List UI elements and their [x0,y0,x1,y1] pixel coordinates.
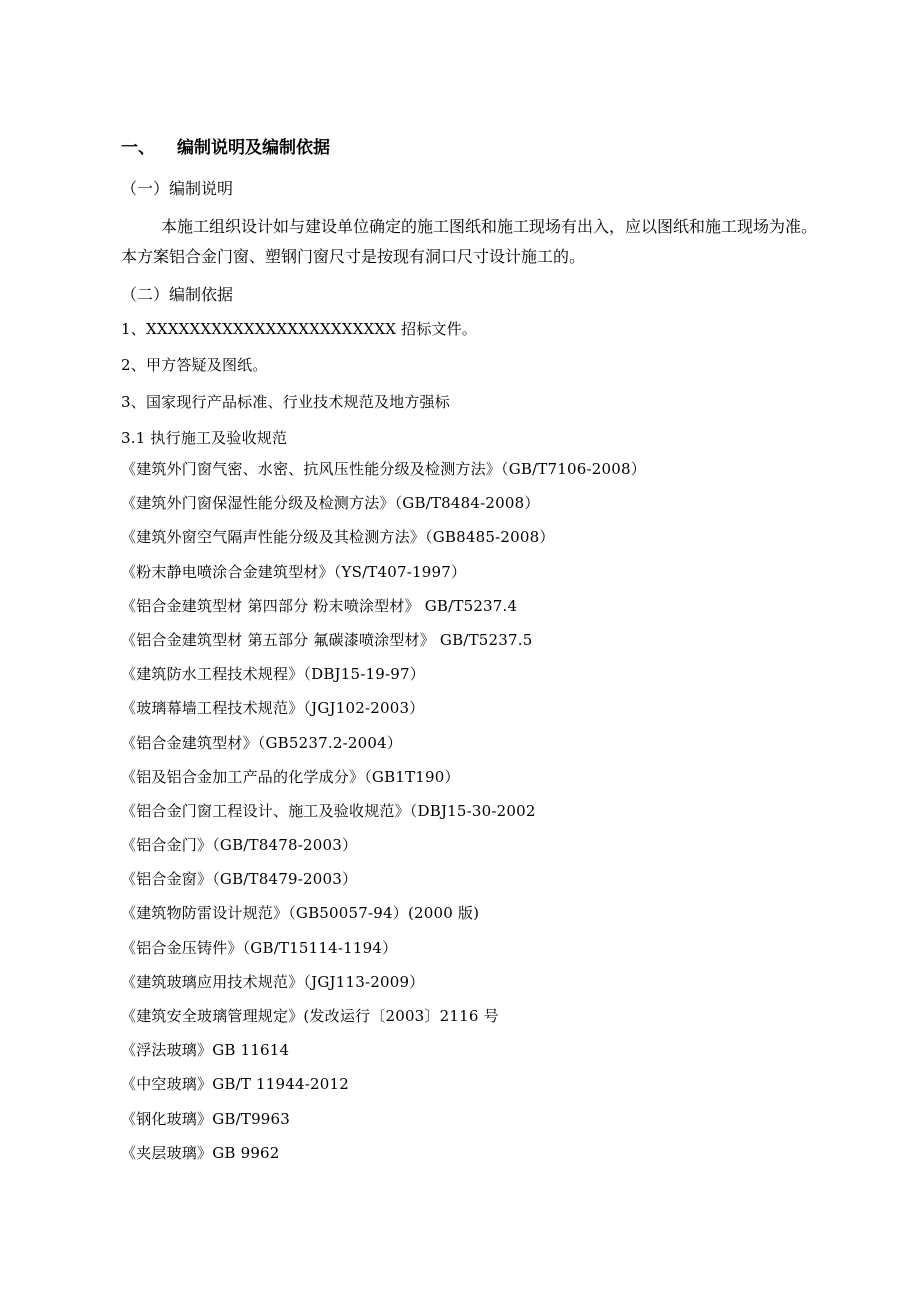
heading-title: 编制说明及编制依据 [177,138,330,158]
standard-item: 《铝合金建筑型材 第四部分 粉末喷涂型材》 GB/T5237.4 [121,596,518,615]
standard-item: 《铝合金门窗工程设计、施工及验收规范》（DBJ15-30-2002 [121,801,536,820]
standard-item: 《建筑外门窗气密、水密、抗风压性能分级及检测方法》（GB/T7106-2008） [121,460,646,478]
standard-item: 《铝合金门》（GB/T8478-2003） [121,836,358,855]
standard-item: 《钢化玻璃》GB/T9963 [121,1109,291,1128]
standard-item: 《铝合金建筑型材 第五部分 氟碳漆喷涂型材》 GB/T5237.5 [121,630,533,649]
standard-item: 《建筑外窗空气隔声性能分级及其检测方法》（GB8485-2008） [121,528,555,547]
heading-number: 一、 [121,138,155,158]
basis-item-3-1: 3.1 执行施工及验收规范 [121,429,288,447]
standard-item: 《玻璃幕墙工程技术规范》（JGJ102-2003） [121,699,425,718]
basis-item-2: 2、甲方答疑及图纸。 [121,356,268,374]
standard-item: 《浮法玻璃》GB 11614 [121,1041,290,1060]
subsection-title-explanation: （一）编制说明 [121,179,234,198]
standard-item: 《粉末静电喷涂合金建筑型材》（YS/T407-1997） [121,562,467,581]
standard-item: 《中空玻璃》GB/T 11944-2012 [121,1075,349,1094]
standard-item: 《建筑防水工程技术规程》（DBJ15-19-97） [121,665,425,684]
section-heading [121,133,330,158]
standard-item: 《铝合金建筑型材》（GB5237.2-2004） [121,733,403,752]
standard-item: 《建筑安全玻璃管理规定》(发改运行〔2003〕2116 号 [121,1007,499,1025]
standard-item: 《建筑外门窗保湿性能分级及检测方法》（GB/T8484-2008） [121,494,540,513]
subsection-title-basis: （二）编制依据 [121,285,234,304]
standard-item: 《铝合金压铸件》（GB/T15114-1194） [121,938,398,957]
standard-item: 《建筑玻璃应用技术规范》（JGJ113-2009） [121,972,425,991]
basis-item-1: 1、XXXXXXXXXXXXXXXXXXXXXXX 招标文件。 [121,320,478,338]
standard-item: 《铝合金窗》（GB/T8479-2003） [121,870,358,889]
standards-list [121,457,646,1175]
standard-item: 《夹层玻璃》GB 9962 [121,1143,280,1162]
basis-item-3: 3、国家现行产品标准、行业技术规范及地方强标 [121,393,450,411]
standard-item: 《建筑物防雷设计规范》（GB50057-94）(2000 版) [121,904,480,923]
explanation-paragraph: 本施工组织设计如与建设单位确定的施工图纸和施工现场有出入，应以图纸和施工现场为准。本方案铝合金门窗、塑钢门窗尺寸是按现有洞口尺寸设计施工的。 [121,217,818,266]
standard-item: 《铝及铝合金加工产品的化学成分》（GB1T190） [121,767,460,786]
